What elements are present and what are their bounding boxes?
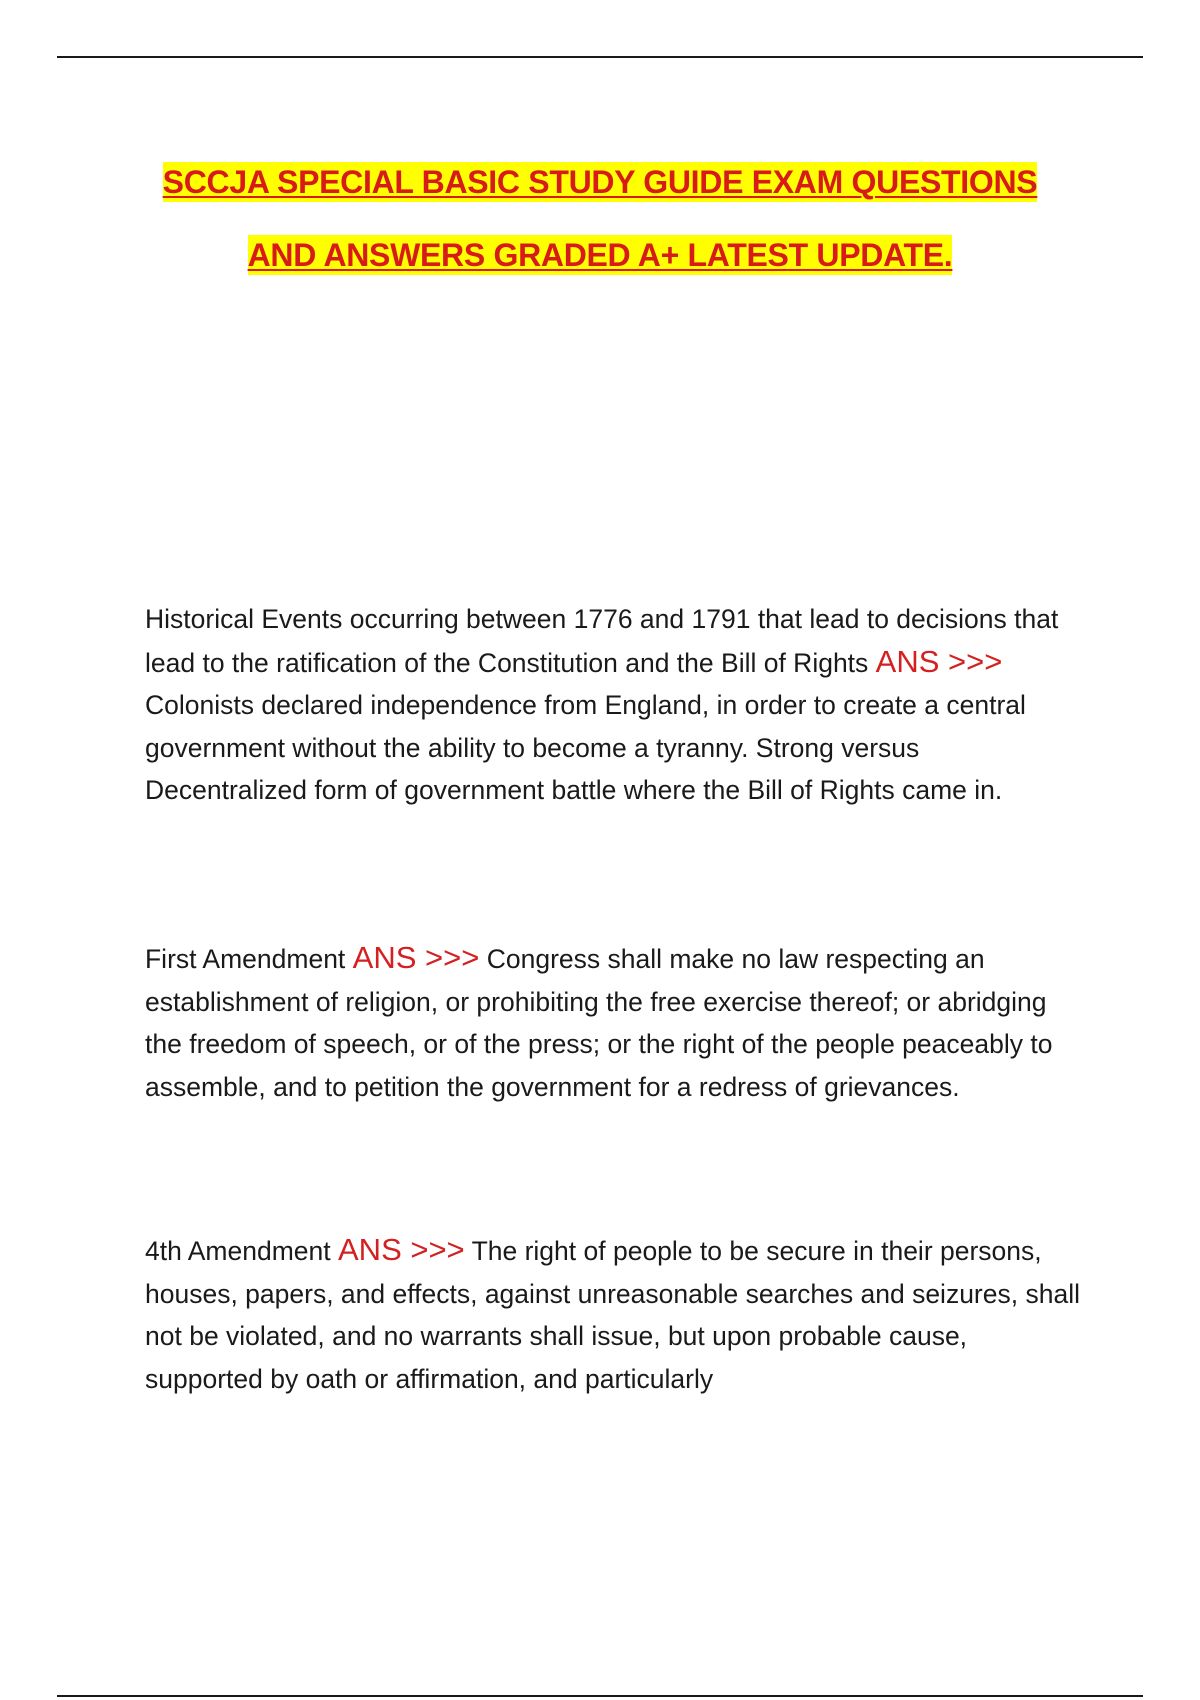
answer-marker: ANS >>> [352, 940, 480, 975]
qa-item [145, 937, 1085, 1108]
top-rule [57, 56, 1143, 58]
bottom-rule [57, 1695, 1143, 1697]
question-text: Historical Events occurring between 1776 and 1791 that lead to decisions that lead to the ratification of the Constitution and the Bill of Rights [145, 604, 1059, 678]
document-title [57, 146, 1143, 292]
title-line-2: AND ANSWERS GRADED A+ LATEST UPDATE. [247, 237, 953, 273]
qa-item [145, 1229, 1085, 1400]
qa-item [145, 598, 1085, 812]
title-line-1: SCCJA SPECIAL BASIC STUDY GUIDE EXAM QUESTIONS [162, 164, 1038, 200]
answer-marker: ANS >>> [875, 643, 1003, 679]
answer-text: The right of people to be secure in their persons, houses, papers, and effects, against unreasonable searches and seizures, shall not be violated, and no warrants shall issue, but upon probable cause, supported by oath or affirmation, and particularly [145, 1236, 1080, 1394]
answer-text: Colonists declared independence from England, in order to create a central government without the ability to become a tyranny. Strong versus Decentralized form of government battle where the Bill of Rights came in. [145, 690, 1026, 805]
question-text: 4th Amendment [145, 1236, 331, 1266]
answer-marker: ANS >>> [338, 1232, 465, 1267]
answer-text: Congress shall make no law respecting an establishment of religion, or prohibiting the free exercise thereof; or abridging the freedom of speech, or of the press; or the right of the people peaceably to assemble, and to petition the government for a redress of grievances. [145, 944, 1053, 1102]
question-text: First Amendment [145, 944, 346, 974]
